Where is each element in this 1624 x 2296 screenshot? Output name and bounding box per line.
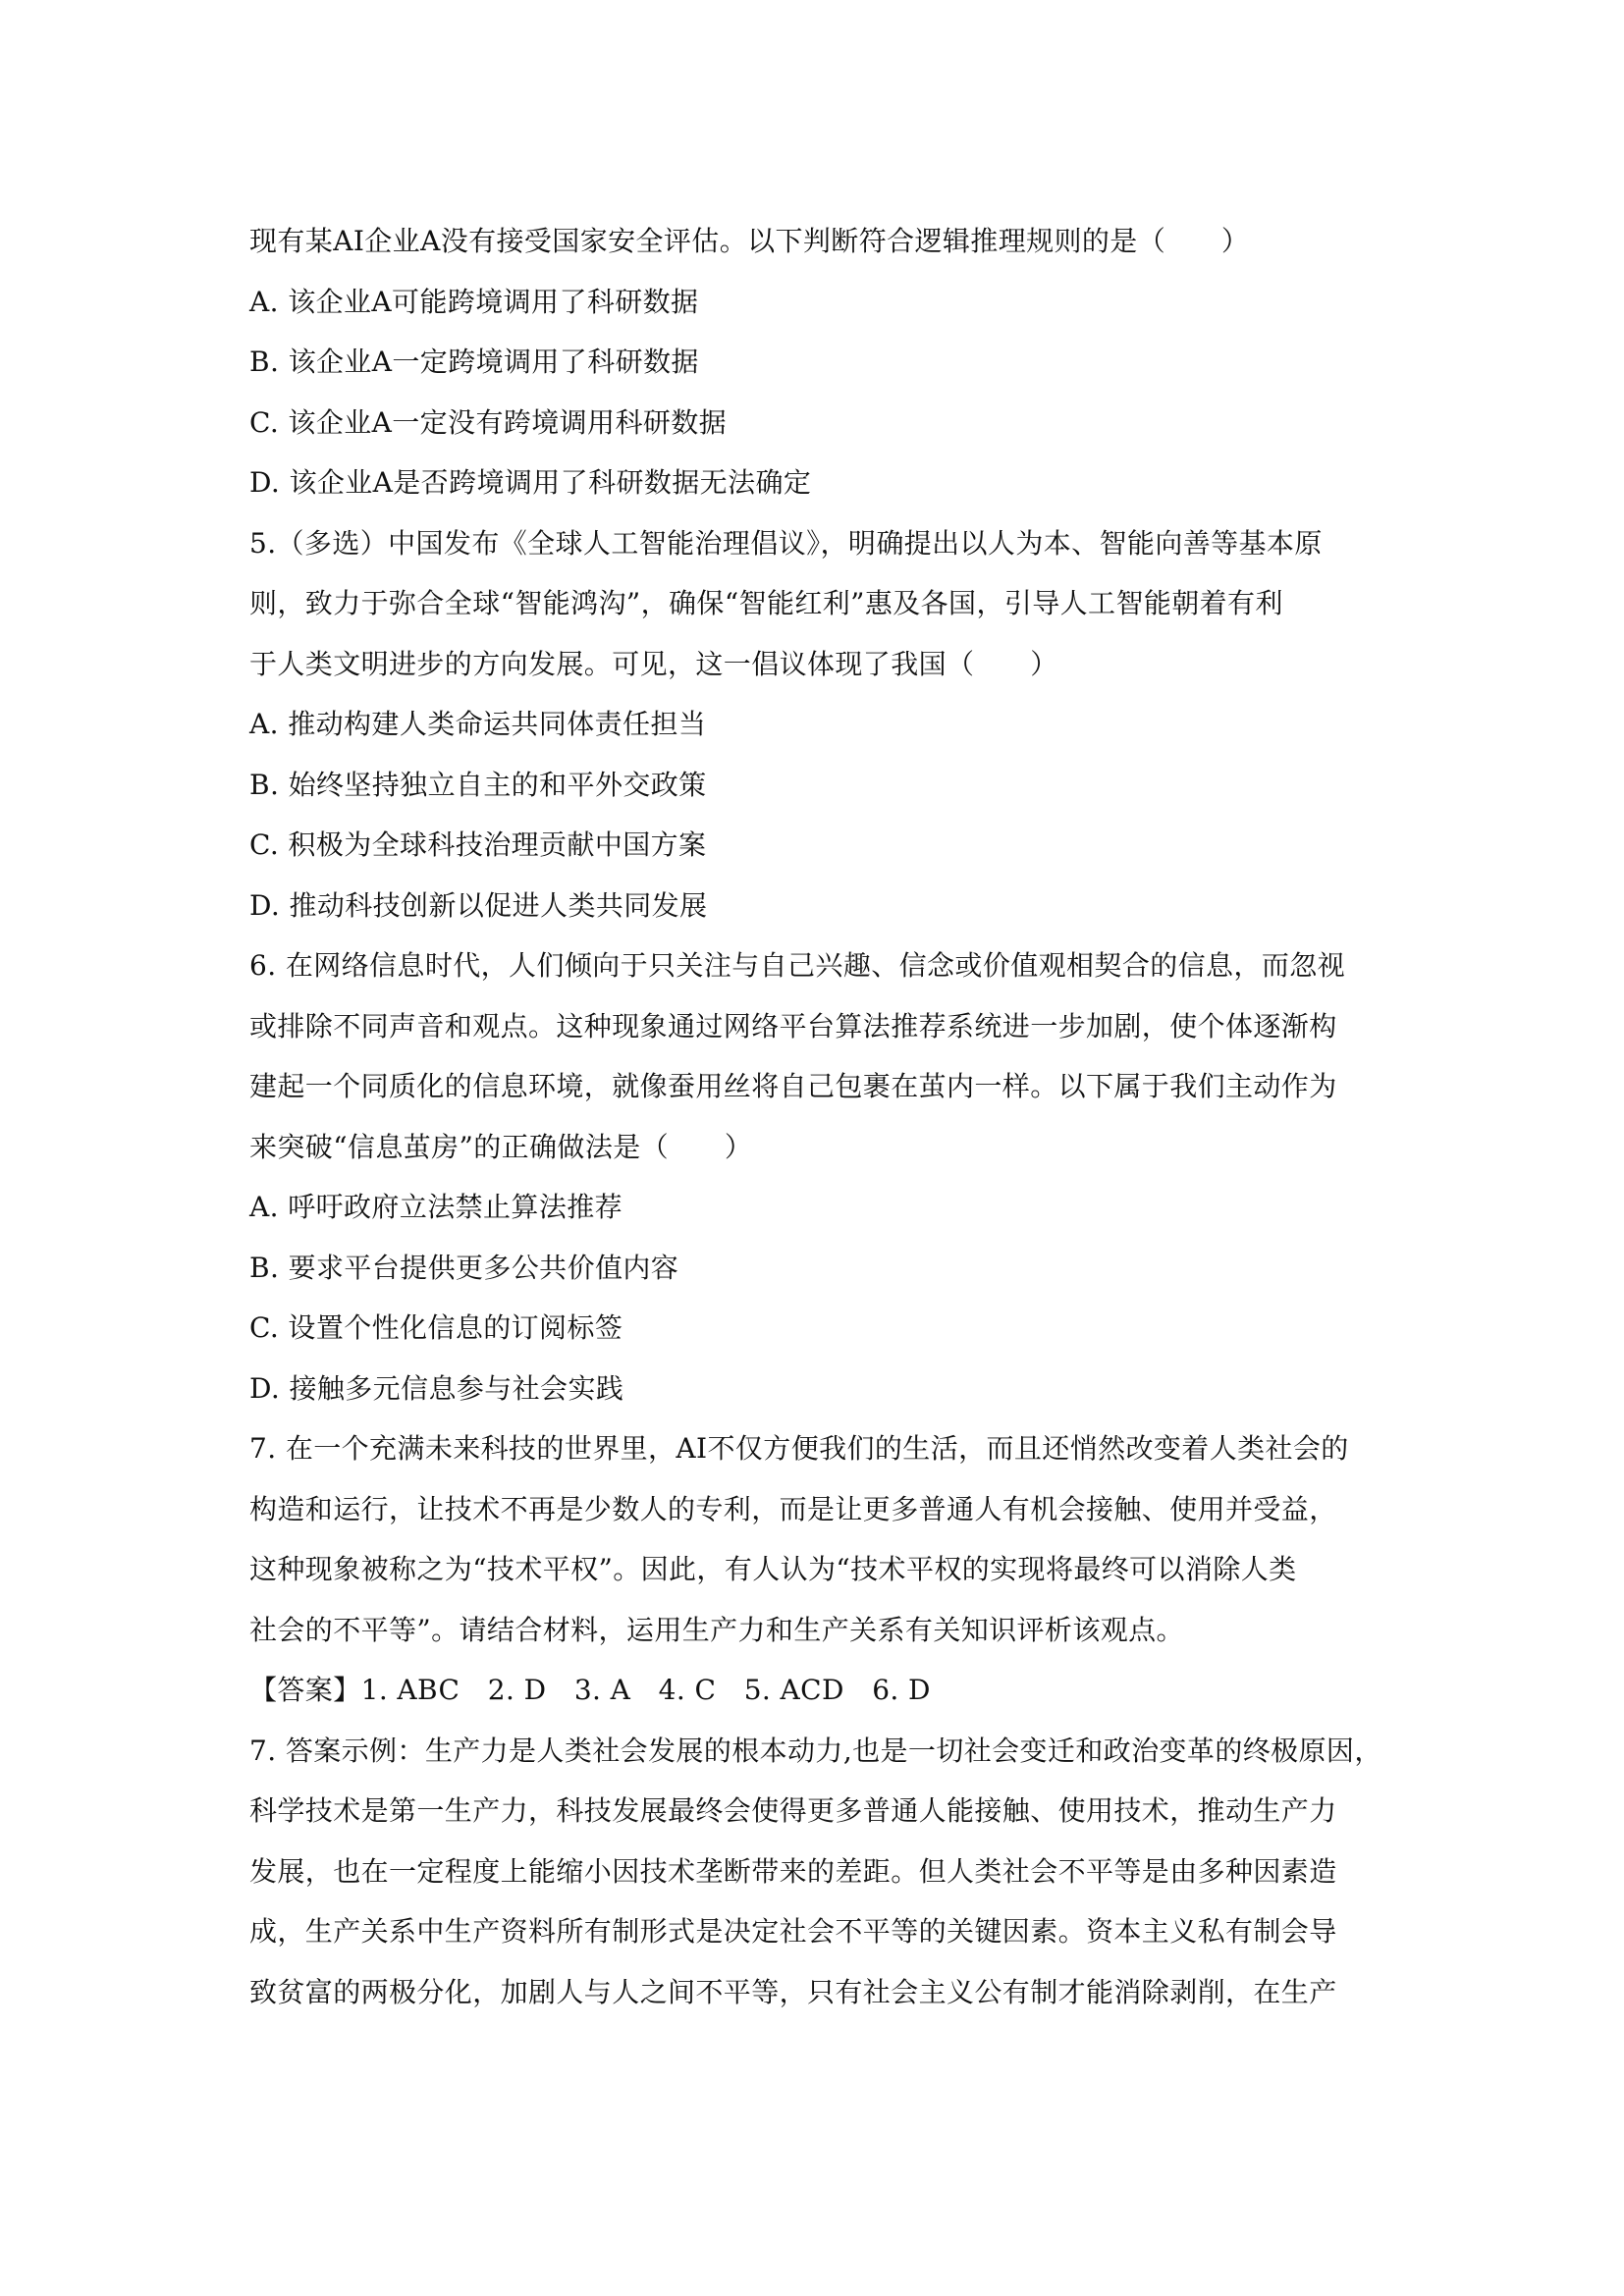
question-5-option-b: B. 始终坚持独立自主的和平外交政策 — [249, 768, 707, 801]
document-page — [249, 211, 1388, 2022]
question-7-stem-line-2: 构造和运行，让技术不再是少数人的专利，而是让更多普通人有机会接触、使用并受益， — [249, 1492, 1337, 1525]
question-6-option-b: B. 要求平台提供更多公共价值内容 — [249, 1251, 679, 1284]
question-5-stem-line-2: 则，致力于弥合全球“智能鸿沟”，确保“智能红利”惠及各国，引导人工智能朝着有利 — [249, 587, 1283, 619]
question-6-stem-line-3: 建起一个同质化的信息环境，就像蚕用丝将自己包裹在茧内一样。以下属于我们主动作为 — [249, 1070, 1337, 1102]
answer-key: 【答案】1. ABC 2. D 3. A 4. C 5. ACD 6. D — [249, 1674, 931, 1706]
question-5-option-a: A. 推动构建人类命运共同体责任担当 — [249, 708, 707, 740]
question-4-option-b: B. 该企业A一定跨境调用了科研数据 — [249, 346, 699, 378]
question-7-stem-line-1: 7. 在一个充满未来科技的世界里，AI不仅方便我们的生活，而且还悄然改变着人类社会的 — [249, 1432, 1349, 1465]
answer-7-line-2: 科学技术是第一生产力，科技发展最终会使得更多普通人能接触、使用技术，推动生产力 — [249, 1794, 1337, 1827]
question-7-stem-line-3: 这种现象被称之为“技术平权”。因此，有人认为“技术平权的实现将最终可以消除人类 — [249, 1553, 1297, 1585]
answer-7-line-3: 发展，也在一定程度上能缩小因技术垄断带来的差距。但人类社会不平等是由多种因素造 — [249, 1854, 1337, 1888]
question-7-stem-line-4: 社会的不平等”。请结合材料，运用生产力和生产关系有关知识评析该观点。 — [249, 1613, 1184, 1646]
question-5-stem-line-1: 5.（多选）中国发布《全球人工智能治理倡议》，明确提出以人为本、智能向善等基本原 — [249, 526, 1323, 560]
question-4-option-d: D. 该企业A是否跨境调用了科研数据无法确定 — [249, 466, 812, 499]
question-5-option-c: C. 积极为全球科技治理贡献中国方案 — [249, 828, 707, 861]
question-5-stem-line-3: 于人类文明进步的方向发展。可见，这一倡议体现了我国（ ） — [249, 647, 1058, 680]
question-4-option-c: C. 该企业A一定没有跨境调用科研数据 — [249, 405, 728, 439]
question-5-option-d: D. 推动科技创新以促进人类共同发展 — [249, 888, 708, 922]
answer-7-line-4: 成，生产关系中生产资料所有制形式是决定社会不平等的关键因素。资本主义私有制会导 — [249, 1915, 1337, 1948]
question-6-option-a: A. 呼吁政府立法禁止算法推荐 — [249, 1191, 623, 1223]
question-6-stem-line-1: 6. 在网络信息时代，人们倾向于只关注与自己兴趣、信念或价值观相契合的信息，而忽视 — [249, 949, 1346, 982]
question-4-stem: 现有某AI企业A没有接受国家安全评估。以下判断符合逻辑推理规则的是（ ） — [249, 225, 1250, 257]
question-6-stem-line-4: 来突破“信息茧房”的正确做法是（ ） — [249, 1130, 753, 1163]
answer-7-line-1: 7. 答案示例：生产力是人类社会发展的根本动力,也是一切社会变迁和政治变革的终极原因， — [249, 1734, 1382, 1767]
question-4-option-a: A. 该企业A可能跨境调用了科研数据 — [249, 285, 699, 318]
question-6-stem-line-2: 或排除不同声音和观点。这种现象通过网络平台算法推荐系统进一步加剧，使个体逐渐构 — [249, 1009, 1337, 1042]
question-6-option-d: D. 接触多元信息参与社会实践 — [249, 1371, 624, 1405]
answer-7-line-5: 致贫富的两极分化，加剧人与人之间不平等，只有社会主义公有制才能消除剥削，在生产 — [249, 1975, 1337, 2008]
question-6-option-c: C. 设置个性化信息的订阅标签 — [249, 1311, 623, 1344]
